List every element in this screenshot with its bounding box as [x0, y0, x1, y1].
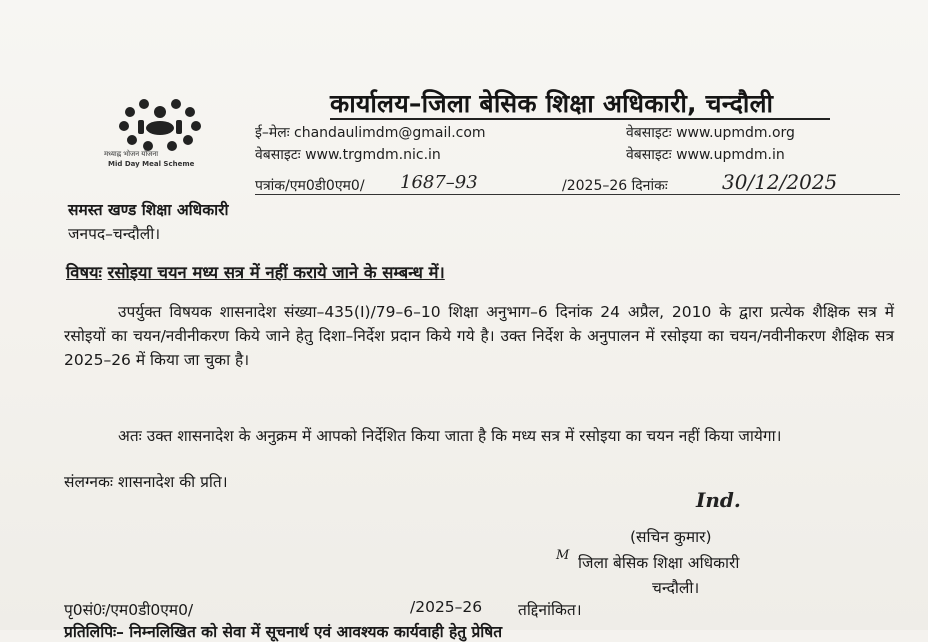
website-label-1: वेबसाइटः — [255, 147, 301, 163]
logo-caption-english: Mid Day Meal Scheme — [108, 160, 195, 168]
signatory-place: चन्दौली। — [652, 579, 700, 597]
footer-ref-date: तद्दिनांकित। — [518, 601, 582, 619]
website-value-2: www.upmdm.org — [676, 125, 795, 141]
email-value: chandaulimdm@gmail.com — [294, 125, 486, 141]
signatory-name: (सचिन कुमार) — [630, 528, 712, 546]
website-line-3 — [626, 145, 785, 164]
footer-ref-label: पृ0सं0ः/एम0डी0एम0/ — [64, 601, 194, 619]
handwritten-date: 30/12/2025 — [722, 170, 838, 194]
website-label-3: वेबसाइटः — [626, 147, 672, 163]
subject-text: रसोइया चयन मध्य सत्र में नहीं कराये जाने के सम्बन्ध में। — [107, 263, 445, 282]
signature-initials: Ind. — [696, 488, 741, 512]
website-value-3: www.upmdm.in — [676, 147, 785, 163]
patrank-number: 1687–93 — [400, 172, 478, 193]
year-date-label: /2025–26 दिनांकः — [562, 178, 668, 194]
patrank-label: पत्रांक/एम0डी0एम0/ — [255, 178, 365, 194]
subject-line — [66, 260, 445, 283]
website-label-2: वेबसाइटः — [626, 125, 672, 141]
email-line — [255, 123, 486, 142]
footer-ref-year: /2025–26 — [410, 598, 483, 616]
signatory-designation: जिला बेसिक शिक्षा अधिकारी — [578, 554, 740, 572]
website-line-2 — [626, 123, 795, 142]
margin-mark: M — [556, 548, 570, 563]
subject-label: विषयः — [66, 263, 102, 282]
email-label: ई–मेलः — [255, 125, 290, 141]
addressee-line-1: समस्त खण्ड शिक्षा अधिकारी — [68, 201, 229, 219]
logo-caption-hindi: मध्याह्न भोजन योजना — [104, 150, 159, 158]
office-title: कार्यालय–जिला बेसिक शिक्षा अधिकारी, चन्दौली — [330, 89, 774, 118]
copy-line: प्रतिलिपिः– निम्नलिखित को सेवा में सूचनार्थ एवं आवश्यक कार्यवाही हेतु प्रेषित — [64, 623, 503, 641]
title-underline — [330, 118, 830, 120]
addressee-line-2: जनपद–चन्दौली। — [68, 225, 161, 243]
reference-rule — [255, 194, 900, 195]
body-paragraph-2: अतः उक्त शासनादेश के अनुक्रम में आपको निर्देशित किया जाता है कि मध्य सत्र में रसोइया का चयन नहीं किया जायेगा। — [118, 427, 782, 445]
body-paragraph-1: उपर्युक्त विषयक शासनादेश संख्या–435(I)/79–6–10 शिक्षा अनुभाग–6 दिनांक 24 अप्रैल, 2010 के द्वारा प्रत्येक शैक्षिक सत्र में रसोइयों का चयन/नवीनीकरण किये जाने हेतु दिशा–निर्देश प्रदान किये गये है। उक्त निर्देश के अनुपालन में रसोइया का चयन/नवीनीकरण शैक्षिक सत्र 2025–26 में किया जा चुका है। — [64, 303, 894, 369]
website-value-1: www.trgmdm.nic.in — [305, 147, 441, 163]
enclosure-line: संलग्नकः शासनादेश की प्रति। — [64, 473, 228, 491]
website-line-1 — [255, 145, 441, 164]
